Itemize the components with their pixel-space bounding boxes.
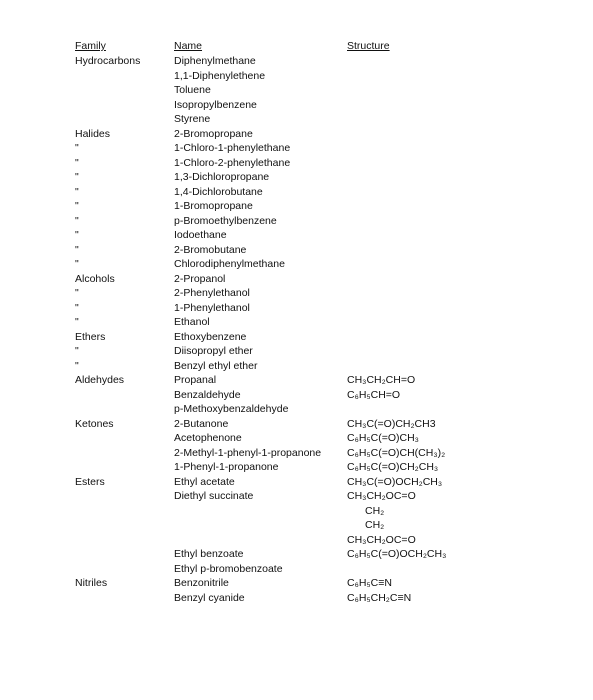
row-structure: C₆H₅C≡N <box>347 577 392 589</box>
row-name: 1-Bromopropane <box>174 200 253 212</box>
row-structure: CH₃C(=O)CH₂CH3 <box>347 417 436 430</box>
row-name: 1,3-Dichloropropane <box>174 171 270 183</box>
row-name: 1,1-Diphenylethene <box>174 69 266 82</box>
row-structure: C₆H₅C(=O)CH₃ <box>347 432 419 444</box>
row-name: Diisopropyl ether <box>174 345 253 357</box>
row-name: 1,4-Dichlorobutane <box>174 185 263 198</box>
row-name: Propanal <box>174 374 217 386</box>
header-name: Name <box>174 40 203 52</box>
row-name: 2-Propanol <box>174 272 226 285</box>
row-family: " <box>75 359 79 372</box>
row-structure: C₆H₅C(=O)CH(CH₃)₂ <box>347 446 446 459</box>
row-name: Toluene <box>174 84 211 96</box>
row-name: Ethyl p-bromobenzoate <box>174 562 283 575</box>
row-family: Alcohols <box>75 272 115 285</box>
row-structure: C₆H₅C(=O)CH₂CH₃ <box>347 461 439 473</box>
row-name: 1-Chloro-1-phenylethane <box>174 142 291 154</box>
row-structure: CH₃C(=O)OCH₂CH₃ <box>347 475 443 488</box>
row-name: p-Methoxybenzaldehyde <box>174 403 289 415</box>
row-name: 2-Methyl-1-phenyl-1-propanone <box>174 446 322 459</box>
row-structure: CH₃CH₂OC=O <box>347 533 416 546</box>
row-name: 2-Bromobutane <box>174 243 247 256</box>
row-family: Ketones <box>75 417 114 430</box>
row-name: 2-Phenylethanol <box>174 287 250 299</box>
row-family: Hydrocarbons <box>75 55 141 67</box>
header-structure: Structure <box>347 40 390 52</box>
row-name: Acetophenone <box>174 432 242 444</box>
row-name: Benzyl cyanide <box>174 591 245 604</box>
row-name: Styrene <box>174 113 211 125</box>
row-family: " <box>75 229 79 241</box>
row-family: " <box>75 243 79 256</box>
row-family: Esters <box>75 475 105 488</box>
row-name: Ethyl acetate <box>174 475 235 488</box>
header-family: Family <box>75 40 106 52</box>
row-family: Halides <box>75 127 111 140</box>
row-name: Isopropylbenzene <box>174 98 257 111</box>
row-name: Diethyl succinate <box>174 490 254 502</box>
row-name: Diphenylmethane <box>174 55 256 67</box>
row-family: " <box>75 200 79 212</box>
row-structure: C₆H₅CH₂C≡N <box>347 591 412 604</box>
row-name: 1-Phenyl-1-propanone <box>174 461 279 473</box>
row-family: Nitriles <box>75 577 108 589</box>
row-name: 2-Butanone <box>174 417 229 430</box>
row-name: 1-Chloro-2-phenylethane <box>174 156 291 169</box>
row-structure: C₆H₅CH=O <box>347 388 401 401</box>
row-name: Ethanol <box>174 316 210 328</box>
row-family: " <box>75 171 79 183</box>
row-structure: CH₃CH₂CH=O <box>347 374 416 386</box>
row-structure: CH₂ <box>365 519 385 531</box>
row-family: " <box>75 345 79 357</box>
row-family: " <box>75 142 79 154</box>
row-structure: CH₂ <box>365 504 385 517</box>
row-family: Ethers <box>75 330 106 343</box>
row-family: " <box>75 214 79 227</box>
row-name: Chlorodiphenylmethane <box>174 258 285 270</box>
row-name: Benzyl ethyl ether <box>174 359 258 372</box>
row-family: " <box>75 185 79 198</box>
row-name: Ethoxybenzene <box>174 330 247 343</box>
row-name: Benzonitrile <box>174 577 229 589</box>
row-name: p-Bromoethylbenzene <box>174 214 277 227</box>
row-name: 1-Phenylethanol <box>174 301 250 314</box>
row-name: Iodoethane <box>174 229 227 241</box>
row-family: " <box>75 156 79 169</box>
row-structure: CH₃CH₂OC=O <box>347 490 416 502</box>
row-family: " <box>75 316 79 328</box>
row-name: Benzaldehyde <box>174 388 241 401</box>
row-family: " <box>75 287 79 299</box>
row-name: Ethyl benzoate <box>174 548 244 560</box>
row-family: Aldehydes <box>75 374 125 386</box>
row-name: 2-Bromopropane <box>174 127 253 140</box>
row-structure: C₆H₅C(=O)OCH₂CH₃ <box>347 548 447 560</box>
row-family: " <box>75 258 79 270</box>
row-family: " <box>75 301 79 314</box>
